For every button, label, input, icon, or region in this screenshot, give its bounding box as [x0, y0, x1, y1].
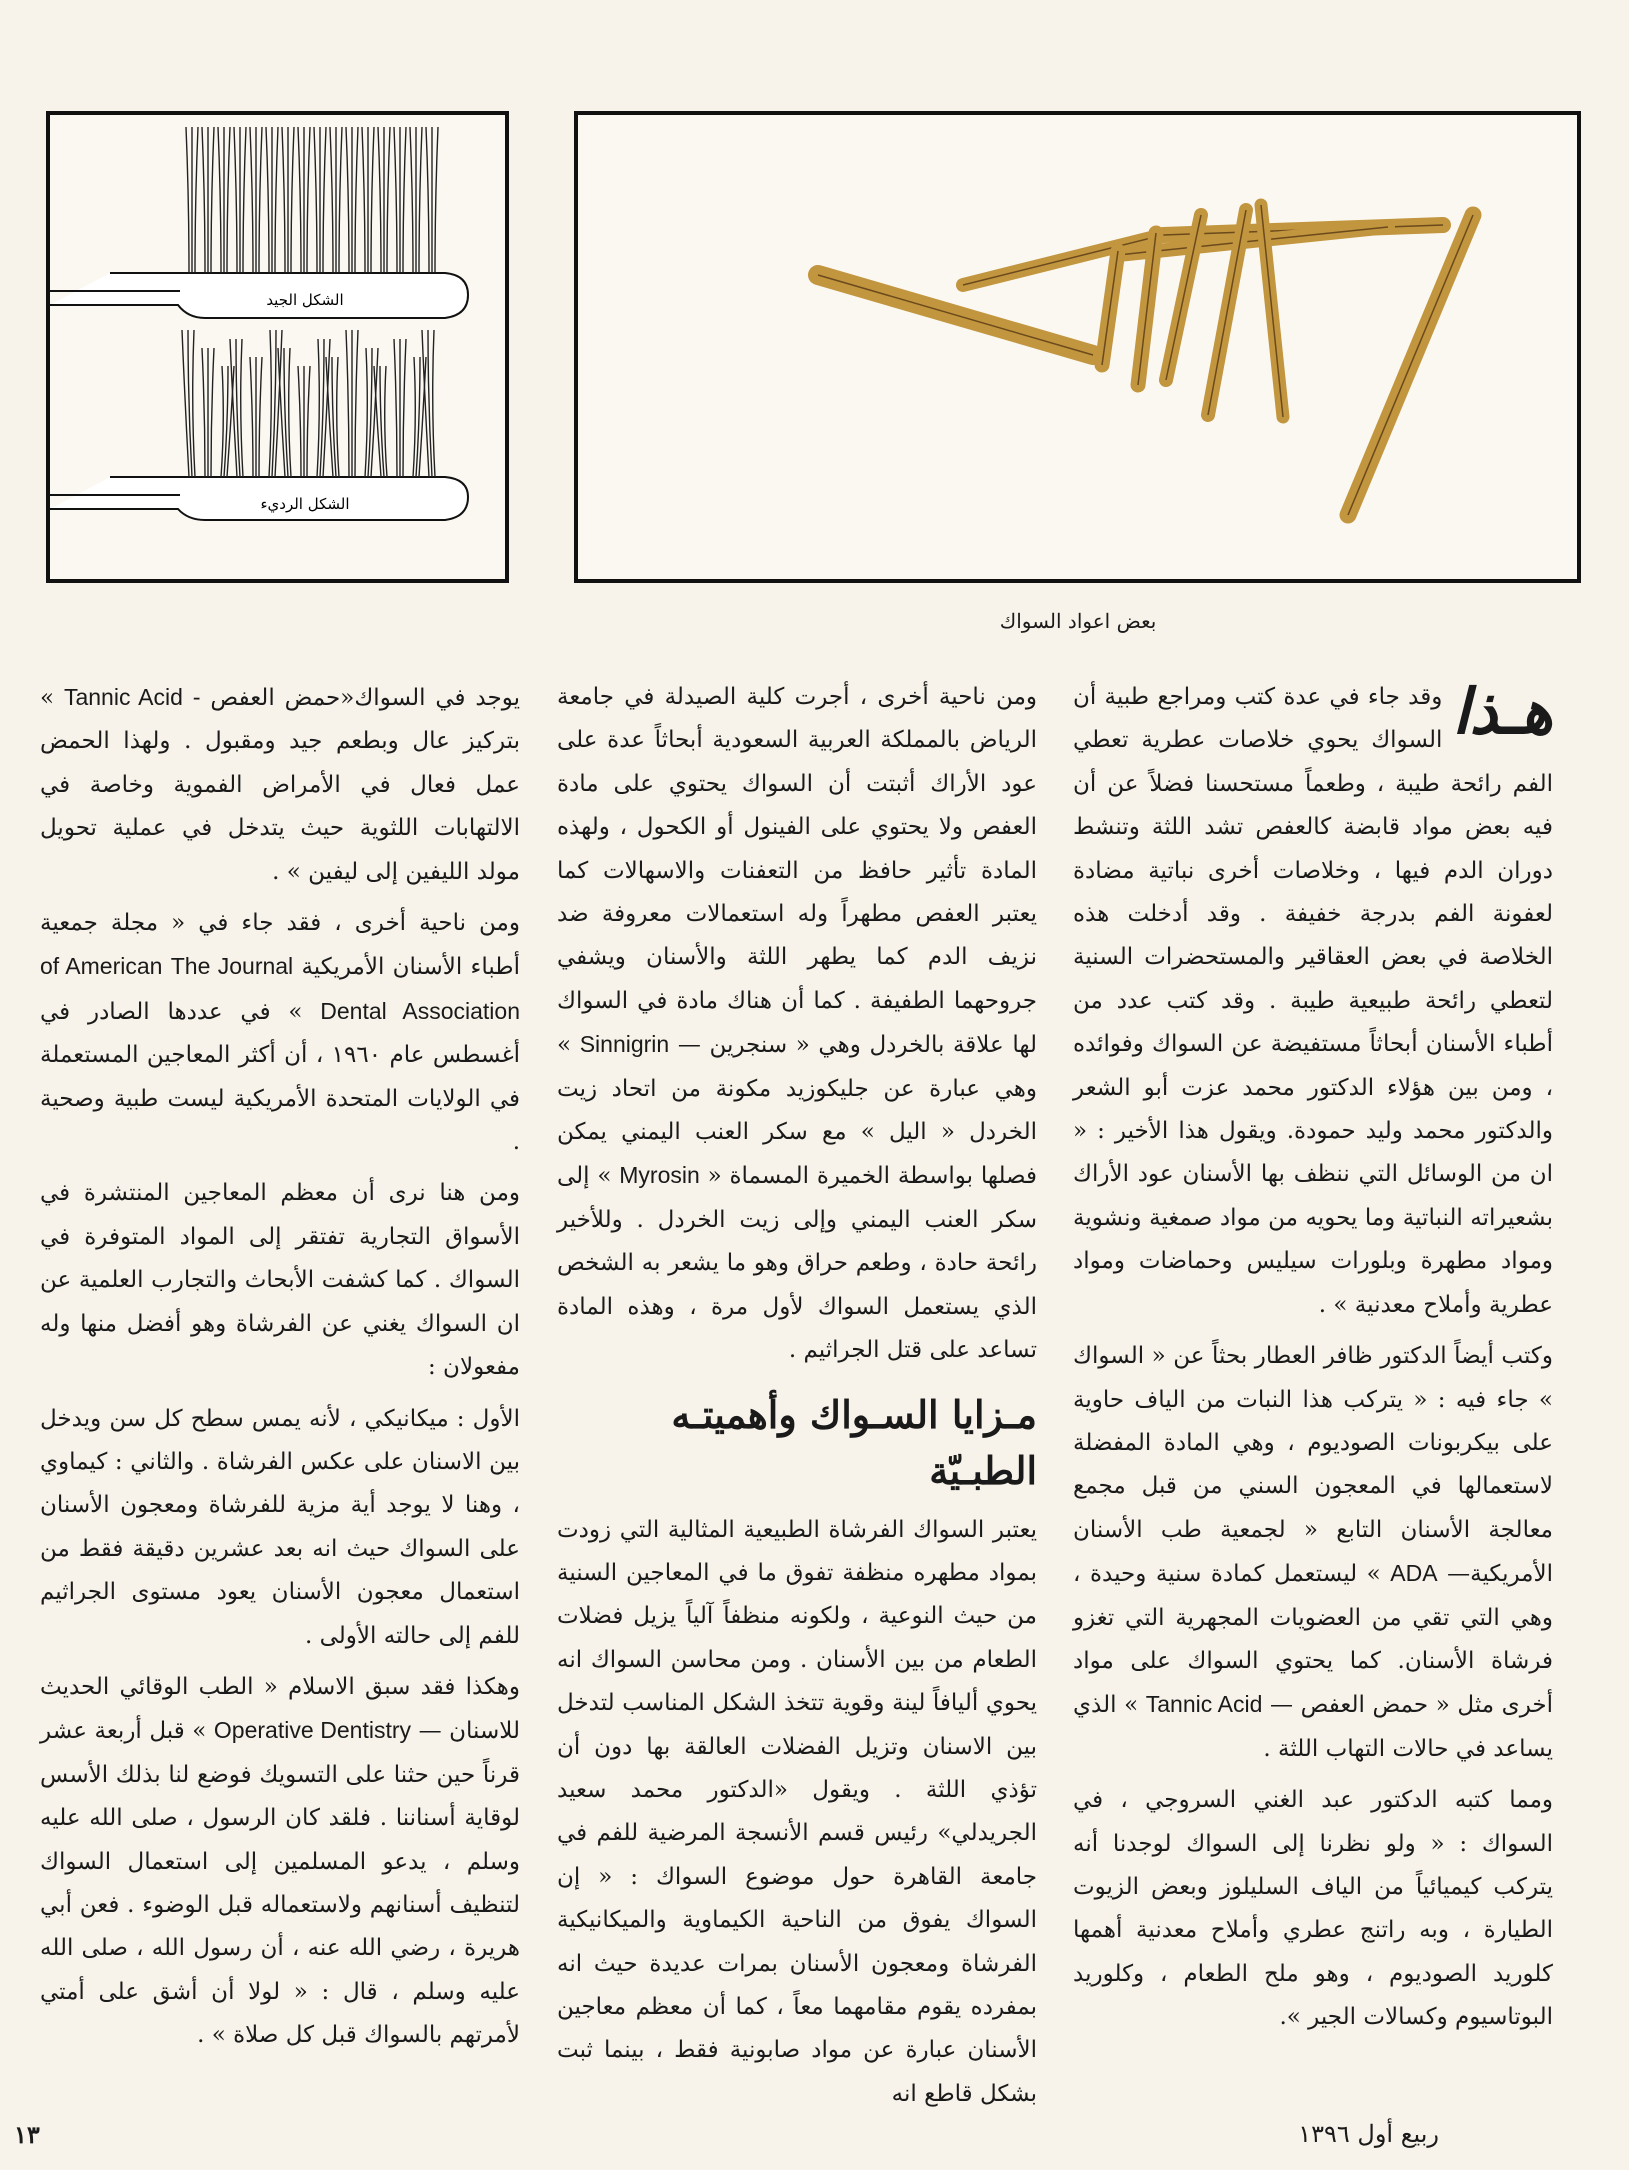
issue-date: ربيع أول ١٣٩٦	[1298, 2120, 1439, 2148]
bad-brush-label: الشكل الرديء	[260, 495, 350, 513]
bristle	[202, 127, 205, 273]
bristle	[394, 339, 397, 477]
figure-caption: بعض اعواد السواك	[999, 609, 1157, 633]
bristle	[320, 339, 324, 477]
bristle	[433, 330, 435, 477]
latin-term: ADA	[1390, 1560, 1438, 1587]
paragraph-text: » ليستعمل كمادة سنية وحيدة ، وهي التي تقي من العضويات المجهرية التي تغزو فرشاة الأسنان. كما يحتوي السواك على مواد أخرى مثل « حمض العفص —	[1073, 1561, 1553, 1719]
bristle	[378, 127, 381, 273]
latin-term: of American Dental Association	[40, 953, 520, 1024]
text-column-right	[1073, 676, 1553, 2040]
paragraph-text: ومن ناحية أخرى ، أجرت كلية الصيدلة في جامعة الرياض بالمملكة العربية السعودية أبحاثاً عدة على عود الأراك أثبتت أن السواك يحتوي على مادة العفص ولا يحتوي على الفينول أو الكحول ، ولهذه المادة تأثير حافظ من التعفنات والاسهالات كما يعتبر العفص مطهراً وله استعمالات معروفة ضد نزيف الدم كما يطهر اللثة والأسنان ويشفي جروحهما الطفيفة . كما أن هناك مادة في السواك لها علاقة بالخردل وهي « سنجرين —	[557, 684, 1037, 1059]
miswak-sticks-illustration	[578, 115, 1577, 579]
bristle	[298, 127, 301, 273]
paragraph	[557, 676, 1037, 1373]
paragraph-text: » قبل أربعة عشر قرناً حين حثنا على التسويك فوضع لنا بذلك الأسس لوقاية أسناننا . فلقد كان الرسول ، صلى الله عليه وسلم ، يدعو المسلمين إلى استعمال السواك لتنظيف أسنانهم ولاستعماله قبل الوضوء . فعن أبي هريرة ، رضي الله عنه ، أن رسول الله ، صلى الله عليه وسلم ، قال : « لولا أن أشق على أمتي لأمرتهم بالسواك قبل كل صلاة » .	[40, 1718, 520, 2049]
bristle	[355, 127, 358, 273]
bristle	[362, 127, 365, 273]
good-brush	[50, 127, 468, 318]
bristle	[413, 357, 415, 477]
miswak-sticks-figure	[574, 111, 1581, 583]
paragraph-text: » الذي يساعد في حالات التهاب اللثة .	[1073, 1692, 1553, 1762]
bristle	[236, 339, 240, 477]
miswak-stick-grain	[818, 275, 1093, 355]
paragraph: الأول : ميكانيكي ، لأنه يمس سطح كل سن ويدخل بين الاسنان على عكس الفرشاة . والثاني : كيماوي ، وهنا لا يوجد أية مزية للفرشاة ومعجون الأسنان على السواك حيث انه بعد عشرين دقيقة فقط من استعمال معجون الأسنان يعود مستوى الجراثيم للفم إلى حالته الأولى .	[40, 1405, 520, 1649]
bristle	[403, 339, 406, 477]
bristle	[291, 127, 294, 273]
bristle	[371, 127, 374, 273]
drop-cap: هـذا	[1452, 675, 1553, 748]
paragraph: ومما كتبه الدكتور عبد الغني السروجي ، في السواك : « ولو نظرنا إلى السواك لوجدنا أنه يتركب كيميائياً من الياف السليلوز وبعض الزيوت الطيارة ، وبه راتنج عطري وأملاح معدنية أهمها كلوريد الصوديوم ، وهو ملح الطعام ، وكلوريد البوتاسيوم وكسالات الجير ».	[1073, 1787, 1553, 2031]
bristle	[227, 127, 230, 273]
bristle	[380, 366, 384, 477]
bristle	[250, 357, 253, 477]
paragraph-text: وقد جاء في عدة كتب ومراجع طبية أن السواك يحوي خلاصات عطرية تعطي الفم رائحة طيبة ، وطعماً مستحسنا فضلاً عن أن فيه بعض مواد قابضة كالعفص تشد اللثة وتنشط دوران الدم فيها ، وخلاصات أخرى نباتية مضادة لعفونة الفم بدرجة خفيفة . وقد أدخلت هذه الخلاصة في بعض العقاقير والمستحضرات السنية لتعطي رائحة طبيعية طيبة . وقد كتب عدد من أطباء الأسنان أبحاثاً مستفيضة عن السواك وفوائده ، ومن بين هؤلاء الدكتور محمد عزت أبو الشعر والدكتور محمد وليد حمودة. ويقول هذا الأخير : « ان من الوسائل التي ننظف بها الأسنان عود الأراك بشعيراته النباتية وما يحويه من مواد صمغية ونشوية ومواد مطهرة وبلورات سيليس وحماضات ومواد عطرية وأملاح معدنية » .	[1073, 684, 1553, 1318]
latin-term: Sinnigrin	[579, 1031, 670, 1058]
latin-term: The Journal	[170, 953, 294, 980]
section-heading: مـزايا السـواك وأهميتـه الطبـيّة	[671, 1391, 1037, 1493]
bristle	[330, 127, 333, 273]
bristle	[416, 357, 420, 477]
paragraph-text: وكتب أيضاً الدكتور ظافر العطار بحثاً عن « السواك » جاء فيه : « يتركب هذا النبات من الياف حاوية على بيكربونات الصوديوم ، وهي المادة المفضلة لاستعمالها في المعجون السني من قبل مجمع معالجة الأسنان التابع « لجمعية طب الأسنان الأمريكية—	[1073, 1343, 1554, 1588]
bristle	[337, 357, 339, 477]
paragraph	[1073, 1335, 1553, 1771]
latin-term: Tannic Acid	[1145, 1691, 1263, 1718]
text-column-left	[40, 676, 520, 2058]
bristle	[259, 127, 262, 273]
text-column-middle	[557, 676, 1037, 2116]
bristle	[221, 366, 223, 477]
bristle	[211, 127, 214, 273]
bristle	[241, 339, 243, 477]
paragraph: يعتبر السواك الفرشاة الطبيعية المثالية التي زودت بمواد مطهره منظفة تفوق ما في المعاجين السنية من حيث النوعية ، ولكونه منظفاً آلياً يزيل فضلات الطعام من بين الأسنان . ومن محاسن السواك انه يحوي أليافاً لينة وقوية تتخذ الشكل المناسب لتدخل بين الاسنان وتزيل الفضلات العالقة بها دون أن تؤذي اللثة . ويقول «الدكتور محمد سعيد الجريدلي» رئيس قسم الأنسجة المرضية للفم في جامعة القاهرة حول موضوع السواك : « إن السواك يفوق من الناحية الكيماوية والميكانيكية الفرشاة ومعجون الأسنان بمرات عديدة حيث انه بمفرده يقوم مقامهما معاً ، كما أن معظم معاجين الأسنان عبارة عن مواد صابونية فقط ، بينما ثبت بشكل قاطع انه	[557, 1516, 1037, 2107]
bristle	[289, 348, 291, 477]
bristle	[387, 127, 390, 273]
paragraph: ومن هنا نرى أن معظم المعاجين المنتشرة في الأسواق التجارية تفتقر إلى المواد المتوفرة في السواك . كما كشفت الأبحاث والتجارب العلمية عن ان السواك يغني عن الفرشاة وهو أفضل منها وله مفعولان :	[40, 1180, 520, 1381]
bristle	[365, 348, 367, 477]
bristle	[323, 127, 326, 273]
bristle	[211, 348, 214, 477]
bristle	[193, 330, 195, 477]
bristle	[266, 127, 269, 273]
paragraph-text: » في عددها الصادر في أغسطس عام ١٩٦٠ ، أن أكثر المعاجين المستعملة في الولايات المتحدة الأمريكية ليست طبية وصحية .	[40, 998, 520, 1156]
bristle	[202, 348, 205, 477]
paragraph-text: » بتركيز عال وبطعم جيد ومقبول . ولهذا الحمض عمل فعال في الأمراض الفموية وخاصة في الالتهابات اللثوية حيث يتدخل في عملية تحويل مولد الليفين إلى ليفين » .	[40, 685, 520, 885]
miswak-sticks	[818, 205, 1473, 515]
bristle	[317, 339, 319, 477]
bristle	[298, 366, 301, 477]
paragraph	[40, 902, 520, 1164]
paragraph-text: وهكذا فقد سبق الاسلام « الطب الوقائي الحديث للاسنان —	[40, 1673, 520, 1745]
bristle	[428, 330, 432, 477]
bristle	[243, 127, 246, 273]
bristle	[188, 330, 192, 477]
toothbrush-illustration	[50, 115, 505, 579]
bristle	[368, 348, 372, 477]
bristle	[282, 127, 285, 273]
paragraph-text: ومن ناحية أخرى ، فقد جاء في « مجلة جمعية أطباء الأسنان الأمريكية	[40, 910, 521, 981]
good-brush-label: الشكل الجيد	[266, 291, 344, 309]
bristle	[410, 127, 413, 273]
bristle	[284, 348, 288, 477]
bristle	[426, 127, 429, 273]
bristle	[314, 127, 317, 273]
bristle	[435, 127, 438, 273]
latin-term: Operative Dentistry	[213, 1717, 412, 1744]
bristle	[346, 330, 349, 477]
bristle	[403, 127, 406, 273]
bristle	[346, 127, 349, 273]
paragraph-text: » وهي عبارة عن جليكوزيد مكونة من اتحاد زيت الخردل « اليل » مع سكر العنب اليمني يمكن فصلها بواسطة الخميرة المسماة «	[557, 1032, 1037, 1190]
bristle	[234, 127, 237, 273]
bristle	[259, 357, 262, 477]
paragraph	[40, 1666, 520, 2058]
bad-brush	[50, 330, 468, 520]
page-number: ١٣	[14, 2120, 40, 2149]
bristle	[385, 366, 387, 477]
miswak-stick-grain	[1348, 215, 1473, 515]
bristle	[307, 366, 310, 477]
bristle	[272, 330, 276, 477]
bristle	[269, 330, 271, 477]
toothbrush-figure	[46, 111, 509, 583]
bristle	[218, 127, 221, 273]
bristle	[419, 127, 422, 273]
bristle	[250, 127, 253, 273]
bristle	[307, 127, 310, 273]
bristle	[195, 127, 198, 273]
paragraph	[1073, 676, 1553, 1327]
bristle	[355, 330, 358, 477]
bristle	[339, 127, 342, 273]
bristle	[332, 357, 336, 477]
paragraph	[40, 676, 520, 894]
latin-term: Tannic Acid	[63, 684, 183, 710]
latin-term: Myrosin	[619, 1162, 700, 1189]
paragraph-text: يوجد في السواك«حمض العفص -	[182, 685, 520, 711]
paragraph-text: » إلى سكر العنب اليمني وإلى زيت الخردل . وللأخير رائحة حادة ، وطعم حراق وهو ما يشعر به الشخص الذي يستعمل السواك لأول مرة ، وهذه المادة تساعد على قتل الجراثيم .	[557, 1163, 1037, 1364]
bristle	[224, 366, 228, 477]
bristle	[275, 127, 278, 273]
bristle	[186, 127, 189, 273]
bristle	[394, 127, 397, 273]
